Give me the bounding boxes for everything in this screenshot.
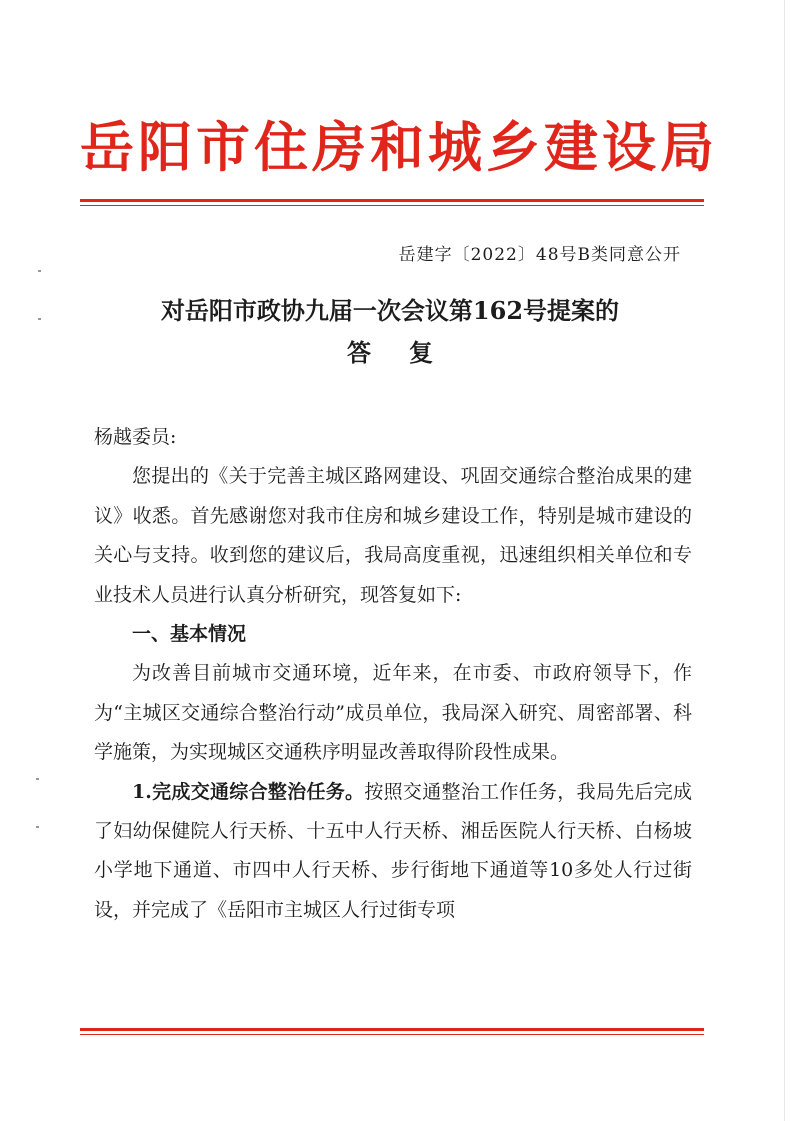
scan-margin-mark [36,778,39,780]
org-letterhead-title: 岳阳市住房和城乡建设局 [80,115,718,179]
section-heading: 一、基本情况 [132,623,247,646]
scan-margin-mark [38,318,41,320]
salutation: 杨越委员: [94,426,177,448]
document-title-line1: 对岳阳市政协九届一次会议第162号提案的 [160,296,620,325]
footer-divider-thin [80,1034,704,1035]
document-number: 岳建字〔2022〕48号B类同意公开 [398,245,681,265]
document-title-line2: 答复 [347,338,471,367]
scan-margin-mark [38,270,41,272]
document-title [80,290,700,374]
item-paragraph [94,773,692,931]
letterhead-divider-thin [80,205,704,206]
document-body [94,418,692,930]
letterhead-divider-thick [80,199,704,202]
item-text: 按照交通整治工作任务，我局先后完成了妇幼保健院人行天桥、十五中人行天桥、湘岳医院人行天桥、白杨坡小学地下通道、市四中人行天桥、步行街地下通道等10多处人行过街设，并完成了《岳阳市主城区人行过街专项 [94,780,692,921]
scan-page-edge [784,0,785,1121]
item-lead: 1.完成交通综合整治任务。 [132,780,365,803]
scan-margin-mark [36,826,39,828]
intro-paragraph: 您提出的《关于完善主城区路网建设、巩固交通综合整治成果的建议》收悉。首先感谢您对我市住房和城乡建设工作，特别是城市建设的关心与支持。收到您的建议后，我局高度重视，迅速组织相关单位和专业技术人员进行认真分析研究，现答复如下: [94,465,692,606]
section-paragraph: 为改善目前城市交通环境，近年来，在市委、市政府领导下，作为“主城区交通综合整治行动”成员单位，我局深入研究、周密部署、科学施策，为实现城区交通秩序明显改善取得阶段性成果。 [94,662,692,764]
footer-divider-thick [80,1028,704,1031]
